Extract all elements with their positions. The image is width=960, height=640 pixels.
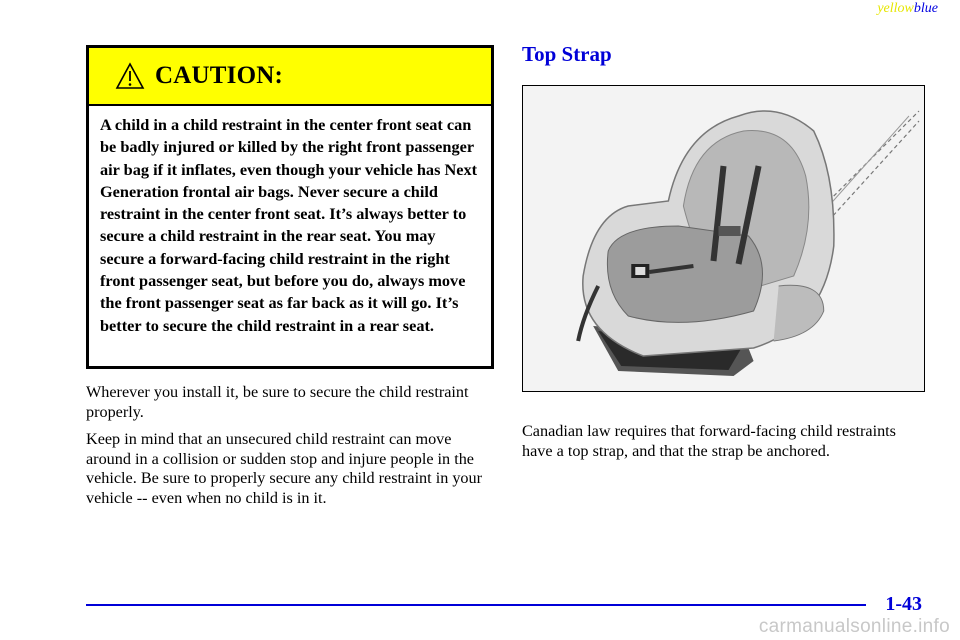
caution-box xyxy=(86,45,494,369)
caution-title: CAUTION: xyxy=(155,62,283,89)
footer-rule xyxy=(86,604,866,606)
color-tag-blue: blue xyxy=(913,1,938,16)
page-number: 1-43 xyxy=(885,593,922,615)
paragraph-unsecured-restraint: Keep in mind that an unsecured child restraint can move around in a collision or sudden stop and injure people in the vehicle. Be sure to properly secure any child restraint in your vehicle -- even when no child is in it. xyxy=(86,430,483,507)
color-tag-yellow: yellow xyxy=(877,1,914,16)
watermark: carmanualsonline.info xyxy=(758,616,950,637)
caution-header xyxy=(89,48,491,106)
paragraph-secure-restraint: Wherever you install it, be sure to secure the child restraint properly. xyxy=(86,383,469,421)
section-title-top-strap: Top Strap xyxy=(522,42,612,66)
paragraph-canadian-law: Canadian law requires that forward‑facing child restraints have a top strap, and that the strap be anchored. xyxy=(522,422,896,460)
caution-body: A child in a child restraint in the center front seat can be badly injured or killed by the right front passenger air bag if it inflates, even though your vehicle has Next Generation frontal air bags. Never secure a child restraint in the center front seat. It’s always better to secure a child restraint in the rear seat. You may secure a forward‑facing child restraint in the right front passenger seat, but before you do, always move the front passenger seat as far back as it will go. It’s better to secure the child restraint in a rear seat. xyxy=(100,115,478,335)
child-seat-drawing xyxy=(523,86,924,391)
print-color-tag xyxy=(877,1,938,17)
warning-triangle-icon xyxy=(115,62,145,90)
child-seat-illustration xyxy=(522,85,925,392)
